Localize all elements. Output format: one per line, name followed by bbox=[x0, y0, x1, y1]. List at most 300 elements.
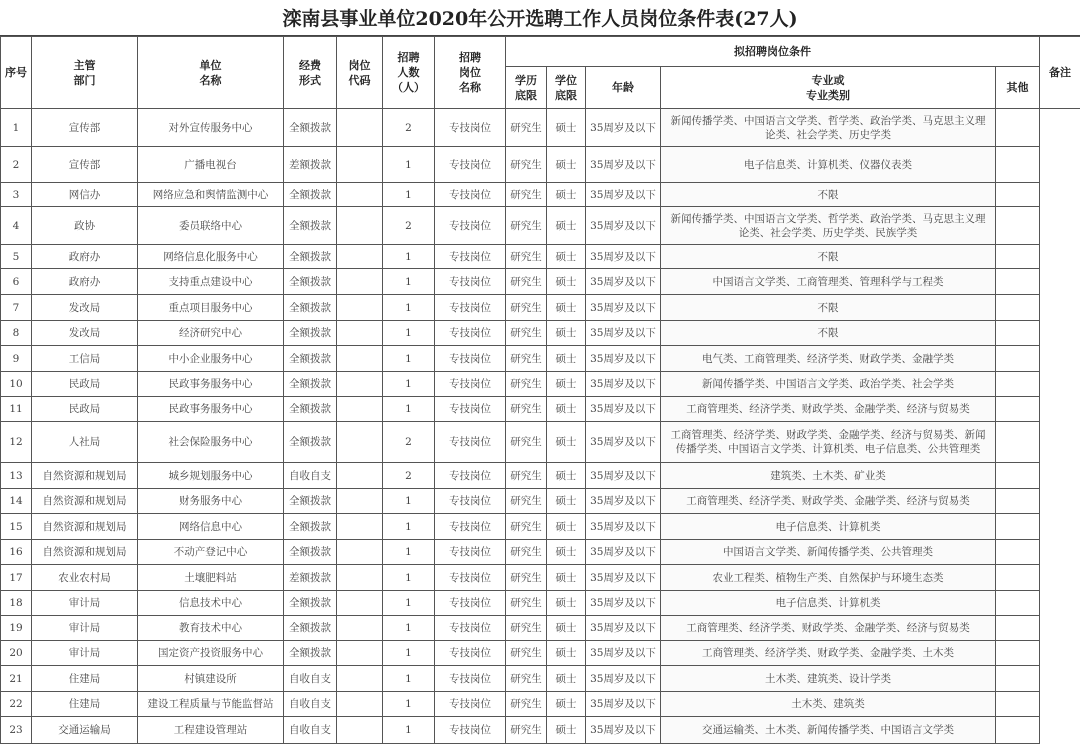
cell-code bbox=[337, 463, 383, 489]
cell-count: 1 bbox=[383, 183, 435, 207]
cell-count: 1 bbox=[383, 692, 435, 717]
header-text: 底限 bbox=[508, 88, 544, 103]
cell-age: 35周岁及以下 bbox=[586, 397, 661, 422]
cell-major: 新闻传播学类、中国语言文学类、哲学类、政治学类、马克思主义理论类、社会学类、历史学类、民族学类 bbox=[661, 207, 996, 245]
cell-major: 工商管理类、经济学类、财政学类、金融学类、经济与贸易类 bbox=[661, 397, 996, 422]
cell-degree: 硕士 bbox=[547, 616, 586, 641]
header-seq: 序号 bbox=[1, 37, 32, 109]
cell-other bbox=[996, 616, 1040, 641]
cell-funding: 全额拨款 bbox=[284, 616, 337, 641]
cell-count: 1 bbox=[383, 540, 435, 565]
cell-remark bbox=[1040, 109, 1080, 744]
cell-code bbox=[337, 514, 383, 540]
cell-unit: 财务服务中心 bbox=[138, 489, 284, 514]
cell-dept: 人社局 bbox=[32, 422, 138, 463]
cell-other bbox=[996, 207, 1040, 245]
cell-education: 研究生 bbox=[506, 616, 547, 641]
cell-major: 不限 bbox=[661, 321, 996, 346]
cell-seq: 4 bbox=[1, 207, 32, 245]
header-text: （人） bbox=[385, 80, 432, 95]
cell-unit: 国定资产投资服务中心 bbox=[138, 641, 284, 666]
cell-other bbox=[996, 641, 1040, 666]
cell-age: 35周岁及以下 bbox=[586, 295, 661, 321]
cell-count: 1 bbox=[383, 147, 435, 183]
cell-age: 35周岁及以下 bbox=[586, 717, 661, 744]
cell-unit: 民政事务服务中心 bbox=[138, 397, 284, 422]
cell-funding: 自收自支 bbox=[284, 692, 337, 717]
cell-age: 35周岁及以下 bbox=[586, 422, 661, 463]
cell-post: 专技岗位 bbox=[435, 565, 506, 591]
cell-funding: 全额拨款 bbox=[284, 109, 337, 147]
cell-unit: 支持重点建设中心 bbox=[138, 269, 284, 295]
table-row bbox=[1, 591, 1080, 616]
cell-post: 专技岗位 bbox=[435, 207, 506, 245]
cell-code bbox=[337, 346, 383, 372]
cell-funding: 全额拨款 bbox=[284, 489, 337, 514]
cell-count: 2 bbox=[383, 109, 435, 147]
cell-post: 专技岗位 bbox=[435, 591, 506, 616]
cell-count: 1 bbox=[383, 591, 435, 616]
cell-other bbox=[996, 514, 1040, 540]
cell-post: 专技岗位 bbox=[435, 295, 506, 321]
cell-unit: 中小企业服务中心 bbox=[138, 346, 284, 372]
cell-code bbox=[337, 397, 383, 422]
table-row bbox=[1, 641, 1080, 666]
cell-other bbox=[996, 295, 1040, 321]
cell-dept: 发改局 bbox=[32, 295, 138, 321]
cell-unit: 村镇建设所 bbox=[138, 666, 284, 692]
cell-unit: 社会保险服务中心 bbox=[138, 422, 284, 463]
cell-education: 研究生 bbox=[506, 565, 547, 591]
cell-post: 专技岗位 bbox=[435, 245, 506, 269]
cell-code bbox=[337, 641, 383, 666]
cell-seq: 20 bbox=[1, 641, 32, 666]
cell-age: 35周岁及以下 bbox=[586, 540, 661, 565]
table-row bbox=[1, 372, 1080, 397]
header-education bbox=[506, 67, 547, 109]
cell-other bbox=[996, 422, 1040, 463]
cell-code bbox=[337, 321, 383, 346]
cell-age: 35周岁及以下 bbox=[586, 147, 661, 183]
cell-seq: 12 bbox=[1, 422, 32, 463]
header-text: 人数 bbox=[385, 65, 432, 80]
cell-other bbox=[996, 269, 1040, 295]
cell-age: 35周岁及以下 bbox=[586, 463, 661, 489]
cell-major: 建筑类、土木类、矿业类 bbox=[661, 463, 996, 489]
cell-post: 专技岗位 bbox=[435, 109, 506, 147]
header-text: 名称 bbox=[140, 73, 281, 88]
cell-other bbox=[996, 372, 1040, 397]
header-major bbox=[661, 67, 996, 109]
cell-code bbox=[337, 616, 383, 641]
header-count bbox=[383, 37, 435, 109]
cell-count: 1 bbox=[383, 346, 435, 372]
cell-major: 不限 bbox=[661, 295, 996, 321]
cell-post: 专技岗位 bbox=[435, 463, 506, 489]
header-other: 其他 bbox=[996, 67, 1040, 109]
cell-major: 工商管理类、经济学类、财政学类、金融学类、经济与贸易类 bbox=[661, 489, 996, 514]
cell-major: 电气类、工商管理类、经济学类、财政学类、金融学类 bbox=[661, 346, 996, 372]
cell-major: 电子信息类、计算机类、仪器仪表类 bbox=[661, 147, 996, 183]
header-text: 专业或 bbox=[663, 73, 993, 88]
cell-major: 电子信息类、计算机类 bbox=[661, 514, 996, 540]
cell-post: 专技岗位 bbox=[435, 372, 506, 397]
cell-post: 专技岗位 bbox=[435, 540, 506, 565]
cell-major: 不限 bbox=[661, 245, 996, 269]
cell-unit: 建设工程质量与节能监督站 bbox=[138, 692, 284, 717]
cell-other bbox=[996, 666, 1040, 692]
header-conditions: 拟招聘岗位条件 bbox=[506, 37, 1040, 67]
cell-funding: 全额拨款 bbox=[284, 422, 337, 463]
cell-education: 研究生 bbox=[506, 540, 547, 565]
cell-education: 研究生 bbox=[506, 397, 547, 422]
cell-degree: 硕士 bbox=[547, 245, 586, 269]
cell-code bbox=[337, 147, 383, 183]
cell-major: 中国语言文学类、工商管理类、管理科学与工程类 bbox=[661, 269, 996, 295]
table-row bbox=[1, 540, 1080, 565]
cell-seq: 10 bbox=[1, 372, 32, 397]
cell-seq: 18 bbox=[1, 591, 32, 616]
cell-post: 专技岗位 bbox=[435, 641, 506, 666]
cell-funding: 全额拨款 bbox=[284, 295, 337, 321]
cell-post: 专技岗位 bbox=[435, 321, 506, 346]
cell-post: 专技岗位 bbox=[435, 514, 506, 540]
cell-degree: 硕士 bbox=[547, 183, 586, 207]
cell-post: 专技岗位 bbox=[435, 269, 506, 295]
cell-seq: 2 bbox=[1, 147, 32, 183]
header-degree bbox=[547, 67, 586, 109]
cell-count: 1 bbox=[383, 321, 435, 346]
header-text: 招聘 bbox=[437, 50, 503, 65]
cell-age: 35周岁及以下 bbox=[586, 207, 661, 245]
table-row bbox=[1, 183, 1080, 207]
cell-unit: 经济研究中心 bbox=[138, 321, 284, 346]
header-text: 岗位 bbox=[437, 65, 503, 80]
cell-education: 研究生 bbox=[506, 183, 547, 207]
cell-age: 35周岁及以下 bbox=[586, 321, 661, 346]
cell-seq: 15 bbox=[1, 514, 32, 540]
cell-education: 研究生 bbox=[506, 346, 547, 372]
cell-dept: 自然资源和规划局 bbox=[32, 489, 138, 514]
cell-age: 35周岁及以下 bbox=[586, 641, 661, 666]
cell-funding: 全额拨款 bbox=[284, 346, 337, 372]
header-text: 学历 bbox=[508, 73, 544, 88]
cell-other bbox=[996, 245, 1040, 269]
cell-major: 工商管理类、经济学类、财政学类、金融学类、经济与贸易类 bbox=[661, 616, 996, 641]
cell-code bbox=[337, 489, 383, 514]
cell-major: 土木类、建筑类 bbox=[661, 692, 996, 717]
cell-dept: 自然资源和规划局 bbox=[32, 514, 138, 540]
cell-post: 专技岗位 bbox=[435, 489, 506, 514]
header-text: 学位 bbox=[549, 73, 583, 88]
header-unit bbox=[138, 37, 284, 109]
cell-dept: 宣传部 bbox=[32, 147, 138, 183]
cell-funding: 差额拨款 bbox=[284, 565, 337, 591]
table-row bbox=[1, 295, 1080, 321]
cell-seq: 23 bbox=[1, 717, 32, 744]
cell-funding: 全额拨款 bbox=[284, 372, 337, 397]
cell-seq: 5 bbox=[1, 245, 32, 269]
cell-other bbox=[996, 692, 1040, 717]
cell-count: 1 bbox=[383, 666, 435, 692]
table-row bbox=[1, 147, 1080, 183]
cell-code bbox=[337, 666, 383, 692]
cell-code bbox=[337, 109, 383, 147]
table-row bbox=[1, 692, 1080, 717]
cell-count: 1 bbox=[383, 489, 435, 514]
table-row bbox=[1, 245, 1080, 269]
cell-count: 1 bbox=[383, 269, 435, 295]
cell-funding: 全额拨款 bbox=[284, 183, 337, 207]
page-title: 滦南县事业单位2020年公开选聘工作人员岗位条件表(27人) bbox=[0, 0, 1080, 36]
header-text: 部门 bbox=[34, 73, 135, 88]
header-text: 名称 bbox=[437, 80, 503, 95]
table-row bbox=[1, 717, 1080, 744]
table-row bbox=[1, 321, 1080, 346]
cell-education: 研究生 bbox=[506, 147, 547, 183]
cell-code bbox=[337, 717, 383, 744]
cell-unit: 不动产登记中心 bbox=[138, 540, 284, 565]
cell-funding: 全额拨款 bbox=[284, 641, 337, 666]
cell-age: 35周岁及以下 bbox=[586, 109, 661, 147]
cell-degree: 硕士 bbox=[547, 269, 586, 295]
cell-education: 研究生 bbox=[506, 489, 547, 514]
cell-code bbox=[337, 269, 383, 295]
cell-seq: 21 bbox=[1, 666, 32, 692]
cell-code bbox=[337, 372, 383, 397]
cell-degree: 硕士 bbox=[547, 346, 586, 372]
header-remark: 备注 bbox=[1040, 37, 1080, 109]
cell-count: 1 bbox=[383, 565, 435, 591]
header-text: 形式 bbox=[286, 73, 334, 88]
cell-age: 35周岁及以下 bbox=[586, 269, 661, 295]
cell-dept: 审计局 bbox=[32, 591, 138, 616]
cell-age: 35周岁及以下 bbox=[586, 183, 661, 207]
cell-other bbox=[996, 540, 1040, 565]
table-body bbox=[1, 109, 1080, 744]
cell-unit: 土壤肥料站 bbox=[138, 565, 284, 591]
cell-education: 研究生 bbox=[506, 422, 547, 463]
cell-unit: 重点项目服务中心 bbox=[138, 295, 284, 321]
cell-count: 2 bbox=[383, 463, 435, 489]
cell-unit: 民政事务服务中心 bbox=[138, 372, 284, 397]
cell-major: 不限 bbox=[661, 183, 996, 207]
cell-funding: 全额拨款 bbox=[284, 207, 337, 245]
header-text: 底限 bbox=[549, 88, 583, 103]
cell-seq: 3 bbox=[1, 183, 32, 207]
cell-seq: 8 bbox=[1, 321, 32, 346]
cell-education: 研究生 bbox=[506, 109, 547, 147]
cell-other bbox=[996, 397, 1040, 422]
cell-post: 专技岗位 bbox=[435, 666, 506, 692]
cell-education: 研究生 bbox=[506, 463, 547, 489]
cell-education: 研究生 bbox=[506, 514, 547, 540]
cell-unit: 网络信息中心 bbox=[138, 514, 284, 540]
cell-code bbox=[337, 540, 383, 565]
table-row bbox=[1, 269, 1080, 295]
cell-funding: 自收自支 bbox=[284, 666, 337, 692]
cell-unit: 网络信息化服务中心 bbox=[138, 245, 284, 269]
cell-funding: 全额拨款 bbox=[284, 269, 337, 295]
cell-dept: 农业农村局 bbox=[32, 565, 138, 591]
cell-count: 1 bbox=[383, 397, 435, 422]
cell-degree: 硕士 bbox=[547, 717, 586, 744]
cell-funding: 自收自支 bbox=[284, 717, 337, 744]
header-text: 单位 bbox=[140, 58, 281, 73]
cell-dept: 政协 bbox=[32, 207, 138, 245]
cell-major: 土木类、建筑类、设计学类 bbox=[661, 666, 996, 692]
cell-other bbox=[996, 183, 1040, 207]
cell-code bbox=[337, 692, 383, 717]
cell-education: 研究生 bbox=[506, 692, 547, 717]
cell-count: 1 bbox=[383, 616, 435, 641]
cell-major: 电子信息类、计算机类 bbox=[661, 591, 996, 616]
cell-degree: 硕士 bbox=[547, 109, 586, 147]
cell-degree: 硕士 bbox=[547, 692, 586, 717]
header-post bbox=[435, 37, 506, 109]
cell-seq: 11 bbox=[1, 397, 32, 422]
cell-education: 研究生 bbox=[506, 321, 547, 346]
cell-age: 35周岁及以下 bbox=[586, 666, 661, 692]
cell-other bbox=[996, 109, 1040, 147]
header-funding bbox=[284, 37, 337, 109]
cell-count: 2 bbox=[383, 422, 435, 463]
cell-count: 2 bbox=[383, 207, 435, 245]
header-text: 招聘 bbox=[385, 50, 432, 65]
header-text: 经费 bbox=[286, 58, 334, 73]
table-row bbox=[1, 666, 1080, 692]
cell-education: 研究生 bbox=[506, 207, 547, 245]
cell-education: 研究生 bbox=[506, 717, 547, 744]
cell-other bbox=[996, 489, 1040, 514]
cell-unit: 教育技术中心 bbox=[138, 616, 284, 641]
cell-education: 研究生 bbox=[506, 641, 547, 666]
cell-other bbox=[996, 591, 1040, 616]
cell-seq: 14 bbox=[1, 489, 32, 514]
cell-unit: 对外宣传服务中心 bbox=[138, 109, 284, 147]
cell-dept: 自然资源和规划局 bbox=[32, 463, 138, 489]
cell-degree: 硕士 bbox=[547, 591, 586, 616]
cell-post: 专技岗位 bbox=[435, 692, 506, 717]
table-row bbox=[1, 109, 1080, 147]
cell-dept: 发改局 bbox=[32, 321, 138, 346]
cell-dept: 自然资源和规划局 bbox=[32, 540, 138, 565]
positions-table bbox=[0, 36, 1080, 744]
cell-seq: 17 bbox=[1, 565, 32, 591]
cell-funding: 全额拨款 bbox=[284, 540, 337, 565]
table-row bbox=[1, 565, 1080, 591]
header-text: 代码 bbox=[339, 73, 380, 88]
cell-other bbox=[996, 717, 1040, 744]
cell-count: 1 bbox=[383, 295, 435, 321]
cell-degree: 硕士 bbox=[547, 422, 586, 463]
cell-education: 研究生 bbox=[506, 666, 547, 692]
cell-seq: 19 bbox=[1, 616, 32, 641]
cell-major: 工商管理类、经济学类、财政学类、金融学类、经济与贸易类、新闻传播学类、中国语言文学类、计算机类、电子信息类、公共管理类 bbox=[661, 422, 996, 463]
cell-post: 专技岗位 bbox=[435, 147, 506, 183]
cell-major: 新闻传播学类、中国语言文学类、政治学类、社会学类 bbox=[661, 372, 996, 397]
table-row bbox=[1, 489, 1080, 514]
cell-age: 35周岁及以下 bbox=[586, 372, 661, 397]
cell-dept: 审计局 bbox=[32, 641, 138, 666]
cell-seq: 9 bbox=[1, 346, 32, 372]
cell-degree: 硕士 bbox=[547, 372, 586, 397]
cell-post: 专技岗位 bbox=[435, 616, 506, 641]
cell-age: 35周岁及以下 bbox=[586, 591, 661, 616]
cell-dept: 宣传部 bbox=[32, 109, 138, 147]
cell-age: 35周岁及以下 bbox=[586, 565, 661, 591]
cell-code bbox=[337, 207, 383, 245]
table-row bbox=[1, 422, 1080, 463]
cell-degree: 硕士 bbox=[547, 295, 586, 321]
header-age: 年龄 bbox=[586, 67, 661, 109]
cell-education: 研究生 bbox=[506, 295, 547, 321]
cell-count: 1 bbox=[383, 372, 435, 397]
cell-unit: 委员联络中心 bbox=[138, 207, 284, 245]
table-row bbox=[1, 616, 1080, 641]
cell-funding: 全额拨款 bbox=[284, 397, 337, 422]
cell-code bbox=[337, 422, 383, 463]
cell-age: 35周岁及以下 bbox=[586, 245, 661, 269]
cell-other bbox=[996, 346, 1040, 372]
cell-degree: 硕士 bbox=[547, 514, 586, 540]
cell-major: 工商管理类、经济学类、财政学类、金融学类、土木类 bbox=[661, 641, 996, 666]
cell-seq: 6 bbox=[1, 269, 32, 295]
cell-degree: 硕士 bbox=[547, 565, 586, 591]
cell-age: 35周岁及以下 bbox=[586, 692, 661, 717]
cell-funding: 全额拨款 bbox=[284, 321, 337, 346]
cell-seq: 13 bbox=[1, 463, 32, 489]
cell-unit: 网络应急和舆情监测中心 bbox=[138, 183, 284, 207]
cell-other bbox=[996, 147, 1040, 183]
header-dept bbox=[32, 37, 138, 109]
cell-post: 专技岗位 bbox=[435, 183, 506, 207]
cell-age: 35周岁及以下 bbox=[586, 616, 661, 641]
cell-major: 中国语言文学类、新闻传播学类、公共管理类 bbox=[661, 540, 996, 565]
cell-code bbox=[337, 245, 383, 269]
cell-funding: 自收自支 bbox=[284, 463, 337, 489]
cell-dept: 交通运输局 bbox=[32, 717, 138, 744]
cell-degree: 硕士 bbox=[547, 321, 586, 346]
cell-dept: 审计局 bbox=[32, 616, 138, 641]
cell-major: 新闻传播学类、中国语言文学类、哲学类、政治学类、马克思主义理论类、社会学类、历史学类 bbox=[661, 109, 996, 147]
cell-degree: 硕士 bbox=[547, 641, 586, 666]
cell-dept: 网信办 bbox=[32, 183, 138, 207]
cell-funding: 全额拨款 bbox=[284, 514, 337, 540]
cell-post: 专技岗位 bbox=[435, 717, 506, 744]
cell-post: 专技岗位 bbox=[435, 422, 506, 463]
header-code bbox=[337, 37, 383, 109]
cell-count: 1 bbox=[383, 514, 435, 540]
cell-degree: 硕士 bbox=[547, 540, 586, 565]
cell-degree: 硕士 bbox=[547, 666, 586, 692]
cell-post: 专技岗位 bbox=[435, 346, 506, 372]
cell-major: 农业工程类、植物生产类、自然保护与环境生态类 bbox=[661, 565, 996, 591]
table-row bbox=[1, 207, 1080, 245]
cell-education: 研究生 bbox=[506, 372, 547, 397]
table-row bbox=[1, 514, 1080, 540]
cell-dept: 住建局 bbox=[32, 666, 138, 692]
cell-funding: 差额拨款 bbox=[284, 147, 337, 183]
header-text: 岗位 bbox=[339, 58, 380, 73]
cell-education: 研究生 bbox=[506, 269, 547, 295]
cell-degree: 硕士 bbox=[547, 489, 586, 514]
cell-count: 1 bbox=[383, 245, 435, 269]
cell-dept: 政府办 bbox=[32, 269, 138, 295]
cell-unit: 工程建设管理站 bbox=[138, 717, 284, 744]
cell-other bbox=[996, 463, 1040, 489]
cell-seq: 1 bbox=[1, 109, 32, 147]
